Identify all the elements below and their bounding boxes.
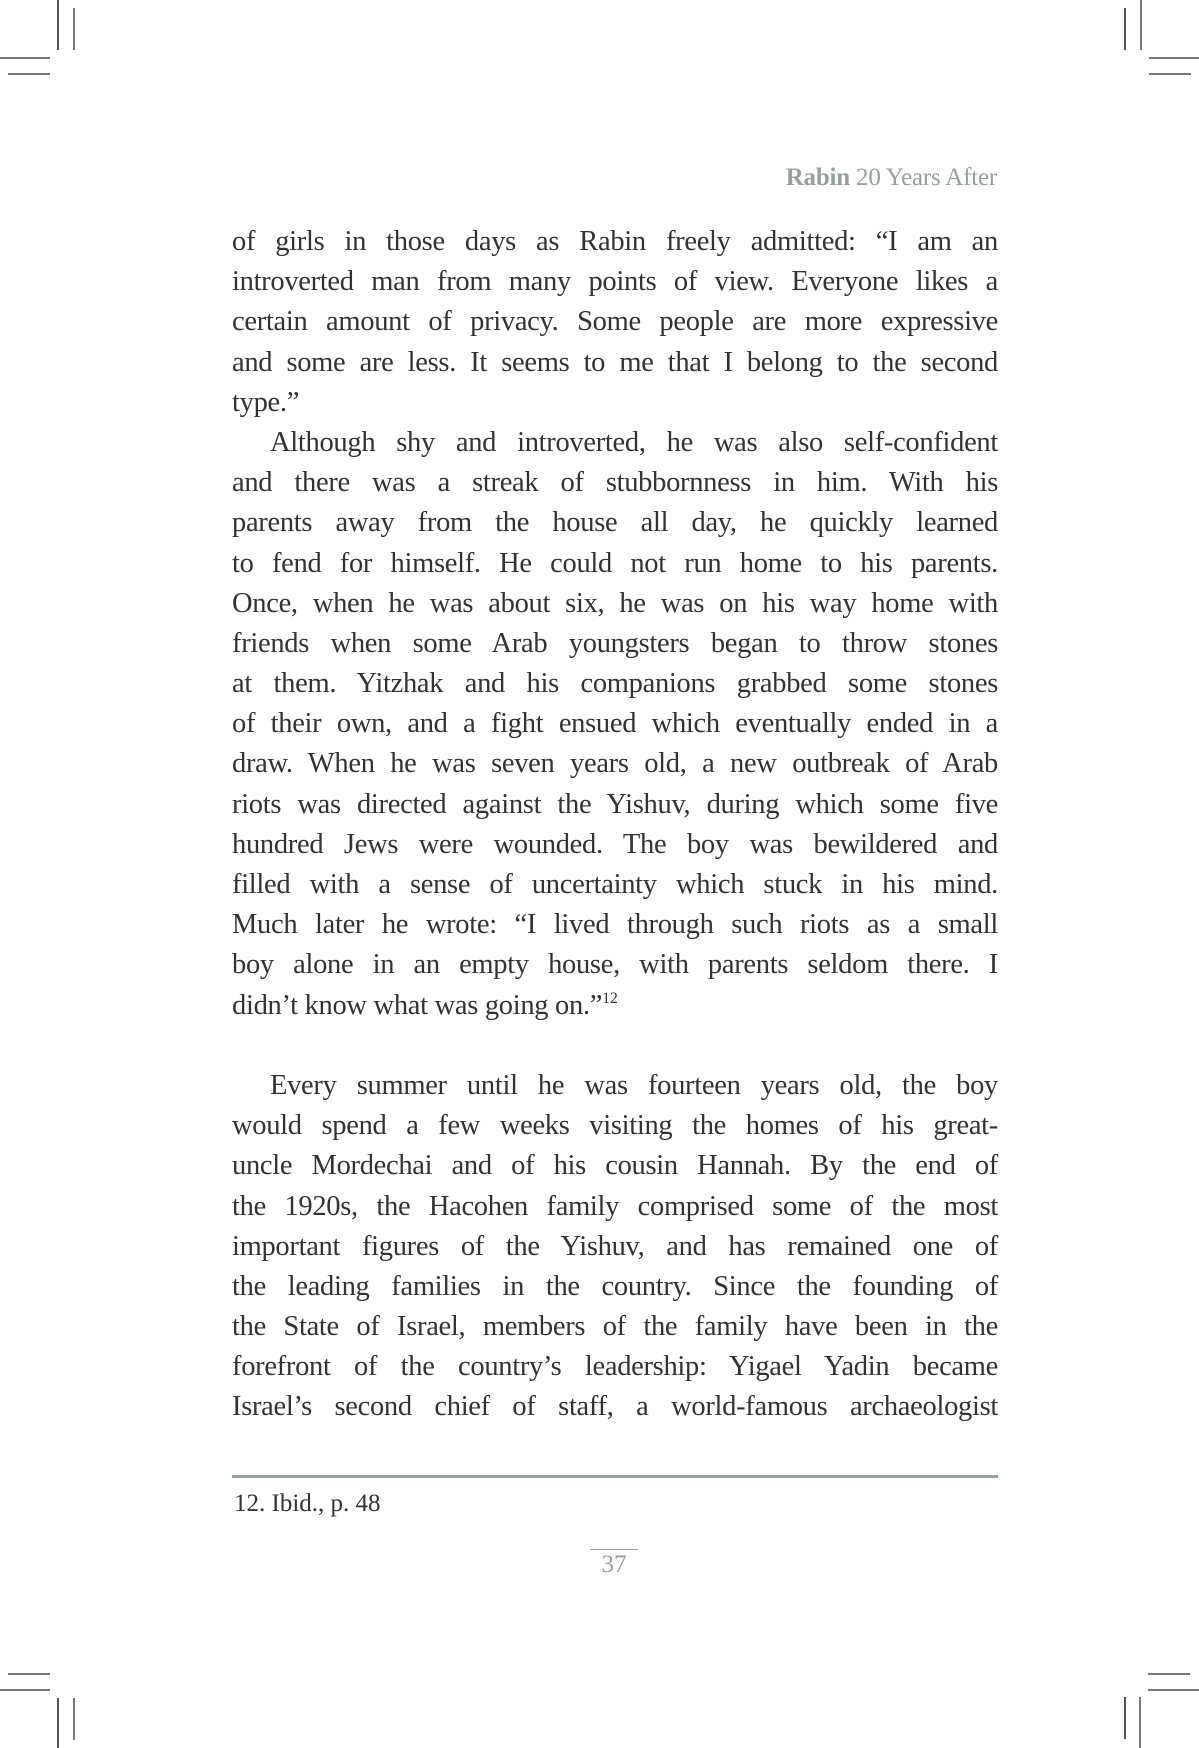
crop-mark-bottom-left-h2 bbox=[0, 1689, 50, 1691]
text-line: and there was a streak of stubbornness in him. With his bbox=[232, 467, 998, 499]
paragraph-1 bbox=[232, 222, 998, 423]
text-line: forefront of the country’s leadership: Yigael Yadin became bbox=[232, 1351, 998, 1383]
crop-mark-top-left-v2 bbox=[73, 8, 75, 50]
text-line: would spend a few weeks visiting the homes of his great- bbox=[232, 1110, 998, 1142]
crop-mark-top-right-h1 bbox=[1149, 57, 1199, 59]
text-line: parents away from the house all day, he quickly learned bbox=[232, 507, 998, 539]
text-line: certain amount of privacy. Some people are more expressive bbox=[232, 306, 998, 338]
crop-mark-top-right-v1 bbox=[1124, 8, 1126, 50]
paragraph-gap bbox=[232, 1026, 998, 1066]
text-line: Once, when he was about six, he was on his way home with bbox=[232, 587, 998, 619]
crop-mark-top-left-h1 bbox=[0, 57, 50, 59]
text-line: at them. Yitzhak and his companions grabbed some stones bbox=[232, 668, 998, 700]
text-line: introverted man from many points of view. Everyone likes a bbox=[232, 266, 998, 298]
text-line: draw. When he was seven years old, a new outbreak of Arab bbox=[232, 748, 998, 780]
text-line: Israel’s second chief of staff, a world-famous archaeologist bbox=[232, 1391, 998, 1423]
text-line: to fend for himself. He could not run home to his parents. bbox=[232, 547, 998, 579]
text-line-with-footnote bbox=[232, 986, 998, 1026]
running-header bbox=[786, 164, 997, 192]
crop-mark-top-right-h2 bbox=[1149, 73, 1191, 75]
text-line: riots was directed against the Yishuv, during which some five bbox=[232, 788, 998, 820]
footnote-divider bbox=[232, 1475, 998, 1478]
text-line: of girls in those days as Rabin freely admitted: “I am an bbox=[232, 226, 998, 257]
paragraph-3 bbox=[232, 1066, 998, 1428]
crop-mark-top-right-v2 bbox=[1140, 0, 1142, 50]
page-number: 37 bbox=[590, 1549, 638, 1580]
paragraph-2 bbox=[232, 423, 998, 1026]
text-line: the 1920s, the Hacohen family comprised some of the most bbox=[232, 1190, 998, 1222]
crop-mark-bottom-left-v2 bbox=[73, 1698, 75, 1740]
text-line: the leading families in the country. Since the founding of bbox=[232, 1270, 998, 1302]
body-text bbox=[232, 222, 998, 1428]
text-line: uncle Mordechai and of his cousin Hannah. By the end of bbox=[232, 1150, 998, 1182]
text-line: didn’t know what was going on.” bbox=[232, 989, 603, 1021]
running-header-book-name: Rabin bbox=[785, 164, 850, 191]
crop-mark-bottom-left-h1 bbox=[8, 1673, 50, 1675]
text-line: friends when some Arab youngsters began to throw stones bbox=[232, 627, 998, 659]
crop-mark-top-left-v1 bbox=[57, 0, 59, 50]
crop-mark-top-left-h2 bbox=[8, 73, 50, 75]
footnote-reference[interactable]: 12 bbox=[602, 989, 618, 1007]
running-header-subtitle: 20 Years After bbox=[850, 164, 997, 191]
text-line: filled with a sense of uncertainty which stuck in his mind. bbox=[232, 869, 998, 900]
crop-mark-bottom-right-v1 bbox=[1124, 1697, 1126, 1739]
crop-mark-bottom-right-h2 bbox=[1148, 1689, 1199, 1691]
text-line: and some are less. It seems to me that I belong to the second bbox=[232, 346, 998, 378]
text-line: type.” bbox=[232, 386, 300, 418]
crop-mark-bottom-left-v1 bbox=[57, 1698, 59, 1748]
text-line: Every summer until he was fourteen years old, the boy bbox=[270, 1069, 998, 1101]
text-line: hundred Jews were wounded. The boy was bewildered and bbox=[232, 828, 998, 860]
crop-mark-bottom-right-v2 bbox=[1139, 1697, 1141, 1748]
footnote-12: 12. Ibid., p. 48 bbox=[234, 1490, 381, 1517]
text-line: of their own, and a fight ensued which eventually ended in a bbox=[232, 708, 998, 740]
text-line: Although shy and introverted, he was also self-confident bbox=[270, 426, 998, 458]
text-line: the State of Israel, members of the family have been in the bbox=[232, 1311, 998, 1343]
text-line: important figures of the Yishuv, and has remained one of bbox=[232, 1230, 998, 1262]
text-line: Much later he wrote: “I lived through such riots as a small bbox=[232, 909, 998, 941]
text-line: boy alone in an empty house, with parents seldom there. I bbox=[232, 949, 998, 981]
crop-mark-bottom-right-h1 bbox=[1148, 1673, 1190, 1675]
